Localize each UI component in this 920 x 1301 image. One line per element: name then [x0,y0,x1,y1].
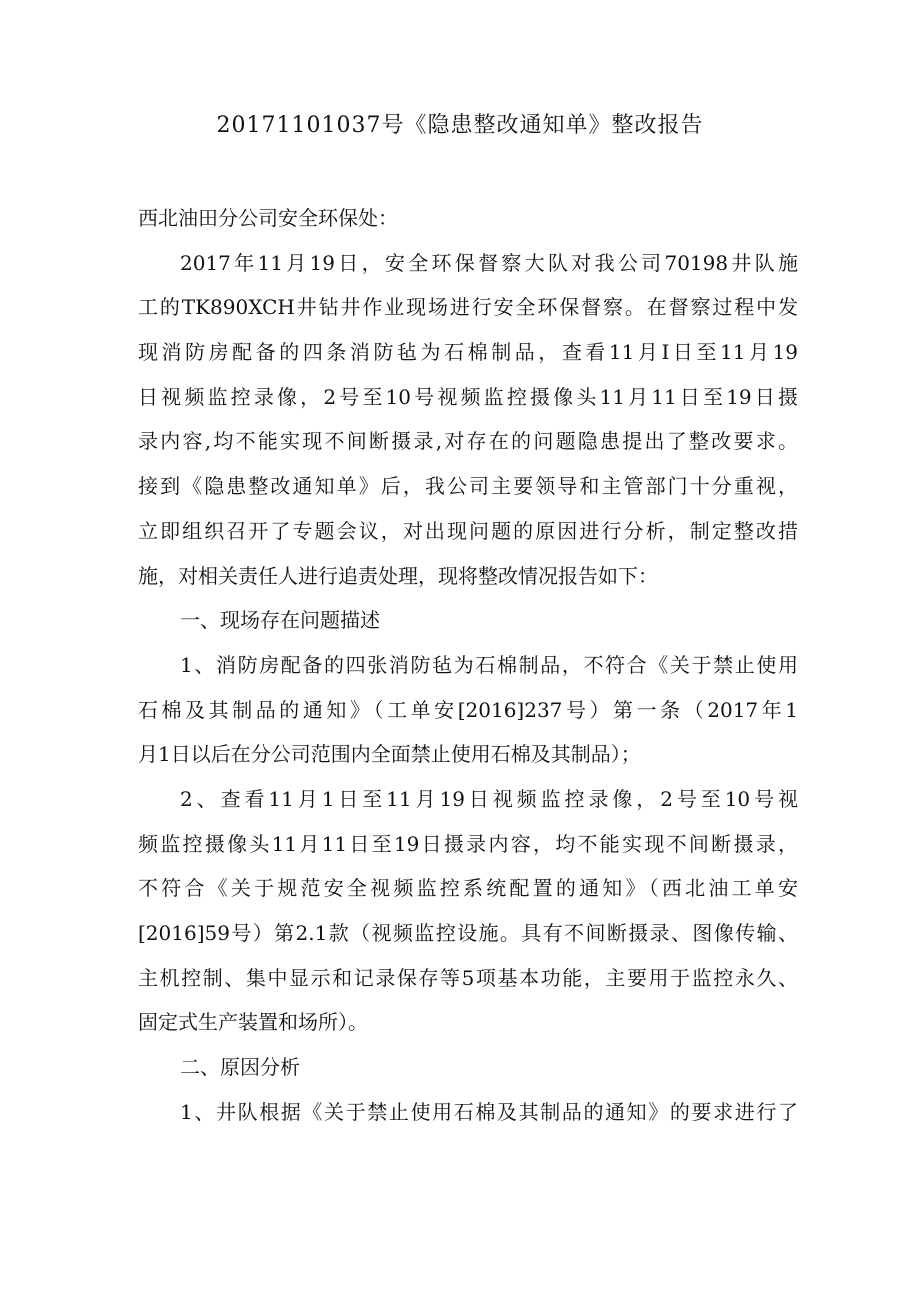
body-line: 接到《隐患整改通知单》后，我公司主要领导和主管部门十分重视， [138,474,798,499]
section-heading: 二、原因分析 [180,1055,300,1080]
body-line: 不符合《关于规范安全视频监控系统配置的通知》（西北油工单安 [138,876,798,901]
body-line: 1、井队根据《关于禁止使用石棉及其制品的通知》的要求进行了 [180,1099,798,1124]
body-line: 2017年11月19日，安全环保督察大队对我公司70198井队施 [180,250,798,275]
section-heading: 一、现场存在问题描述 [180,608,380,633]
body-line: 工的TK890XCH井钻井作业现场进行安全环保督察。在督察过程中发 [138,295,798,320]
body-line: 固定式生产装置和场所）。 [138,1010,368,1035]
body-line: 主机控制、集中显示和记录保存等5项基本功能，主要用于监控永久、 [138,965,798,990]
salutation-line: 西北油田分公司安全环保处： [138,206,398,230]
body-line: [2016]59号）第2.1款（视频监控设施。具有不间断摄录、图像传输、 [138,921,798,945]
body-line: 立即组织召开了专题会议，对出现问题的原因进行分析，制定整改措 [138,518,798,543]
body-line: 频监控摄像头11月11日至19日摄录内容，均不能实现不间断摄录， [138,831,798,856]
body-line: 录内容,均不能实现不间断摄录,对存在的问题隐患提出了整改要求。 [138,429,798,454]
document-body [138,196,798,1134]
body-line: 现消防房配备的四条消防毡为石棉制品，查看11月I日至11月19 [138,340,798,365]
document-title: 20171101037号《隐患整改通知单》整改报告 [216,113,704,138]
body-line: 施，对相关责任人进行追责处理，现将整改情况报告如下： [138,563,658,588]
body-line: 2、查看11月1日至11月19日视频监控录像，2号至10号视 [180,786,798,811]
body-line: 月1日以后在分公司范围内全面禁止使用石棉及其制品）； [138,742,641,767]
body-line: 日视频监控录像，2号至10号视频监控摄像头11月11日至19日摄 [138,384,798,409]
body-line: 石棉及其制品的通知》（工单安[2016]237号）第一条（2017年1 [138,697,798,722]
body-line: 1、消防房配备的四张消防毡为石棉制品，不符合《关于禁止使用 [180,652,798,677]
